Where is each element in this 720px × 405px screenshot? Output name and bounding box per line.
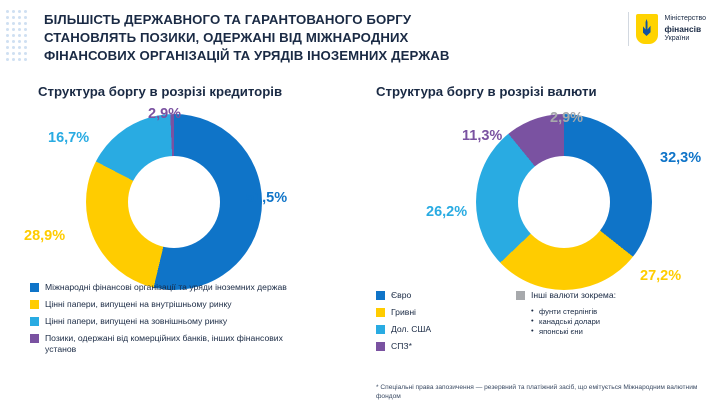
donut-chart-currency xyxy=(476,114,652,290)
logo-text-line-3: України xyxy=(664,35,690,42)
donut-center-hole xyxy=(128,156,220,248)
logo-text-line-1: Міністерство xyxy=(664,15,706,22)
page-title xyxy=(44,11,574,65)
header xyxy=(0,0,720,72)
data-label-currency-0: 32,3% xyxy=(660,150,702,166)
other-currencies-list xyxy=(531,307,696,337)
chart-panel-creditors xyxy=(8,78,360,405)
donut-chart-creditors xyxy=(86,114,262,290)
legend-item xyxy=(30,316,346,327)
legend-currency-other xyxy=(516,290,696,337)
list-item: • фунти стерлінгів xyxy=(531,307,696,317)
chart-panel-currency xyxy=(364,78,716,405)
data-label-creditors-3: 2,9% xyxy=(148,106,182,122)
legend-label: Цінні папери, випущені на внутрішньому ринку xyxy=(45,299,232,309)
donut-center-hole xyxy=(518,156,610,248)
legend-label: Євро xyxy=(391,290,412,300)
legend-swatch-icon xyxy=(376,342,385,351)
legend-item xyxy=(30,333,346,355)
legend-item xyxy=(30,282,346,293)
legend-item xyxy=(376,324,526,335)
legend-swatch-icon xyxy=(30,334,39,343)
legend-currency-main xyxy=(376,290,526,358)
page-title-line-1: БІЛЬШІСТЬ ДЕРЖАВНОГО ТА ГАРАНТОВАНОГО БОРГУ xyxy=(44,12,412,27)
footnote: * Спеціальні права запозичення — резервний та платіжний засіб, що емітується Міжнародним валютним фондом xyxy=(376,384,698,400)
legend-swatch-icon xyxy=(30,300,39,309)
legend-item xyxy=(516,290,696,301)
data-label-creditors-2: 16,7% xyxy=(48,130,90,146)
logo-divider xyxy=(628,12,629,46)
data-label-creditors-1: 28,9% xyxy=(24,228,66,244)
legend-swatch-icon xyxy=(30,317,39,326)
legend-swatch-icon xyxy=(376,325,385,334)
list-item: • японські єни xyxy=(531,327,696,337)
legend-item xyxy=(376,341,526,352)
legend-label: СПЗ* xyxy=(391,341,412,351)
legend-item xyxy=(376,290,526,301)
logo-text-line-2: фінансів xyxy=(664,24,702,34)
legend-swatch-icon xyxy=(376,291,385,300)
legend-creditors xyxy=(30,282,346,361)
page-title-line-3: ФІНАНСОВИХ ОРГАНІЗАЦІЙ ТА УРЯДІВ ІНОЗЕМНИХ ДЕРЖАВ xyxy=(44,48,450,63)
data-label-currency-1: 27,2% xyxy=(640,268,682,284)
logo-text xyxy=(665,14,706,44)
legend-label: Гривні xyxy=(391,307,416,317)
legend-label: Цінні папери, випущені на зовнішньому ринку xyxy=(45,316,228,326)
chart-title-currency: Структура боргу в розрізі валюти xyxy=(376,84,597,99)
ukraine-trident-emblem-icon xyxy=(636,14,658,44)
dot-pattern-decoration xyxy=(6,10,34,64)
legend-item xyxy=(376,307,526,318)
legend-swatch-icon xyxy=(516,291,525,300)
legend-label: Позики, одержані від комерційних банків, інших фінансових установ xyxy=(45,333,283,354)
ministry-logo xyxy=(628,12,706,46)
legend-label: Міжнародні фінансові організації та уряди іноземних держав xyxy=(45,282,287,292)
page-title-line-2: СТАНОВЛЯТЬ ПОЗИКИ, ОДЕРЖАНІ ВІД МІЖНАРОДНИХ xyxy=(44,30,409,45)
legend-swatch-icon xyxy=(30,283,39,292)
legend-label: Дол. США xyxy=(391,324,432,334)
data-label-currency-3: 11,3% xyxy=(462,128,503,144)
legend-label: Інші валюти зокрема: xyxy=(531,290,616,300)
chart-title-creditors: Структура боргу в розрізі кредиторів xyxy=(38,84,283,99)
legend-item xyxy=(30,299,346,310)
data-label-creditors-0: 51,5% xyxy=(246,190,288,206)
data-label-currency-2: 26,2% xyxy=(426,204,468,220)
list-item: • канадські долари xyxy=(531,317,696,327)
data-label-currency-4: 2,9% xyxy=(550,110,584,126)
legend-swatch-icon xyxy=(376,308,385,317)
